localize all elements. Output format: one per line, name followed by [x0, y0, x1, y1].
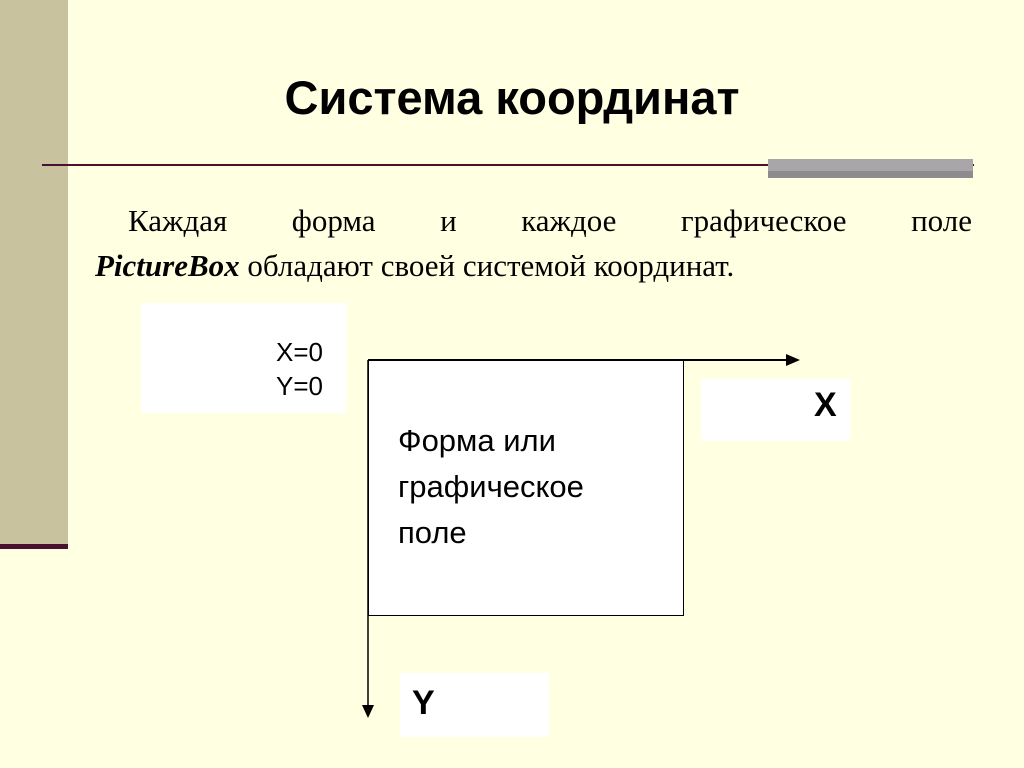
slide-title: Система координат — [284, 71, 740, 124]
x-axis-label: X — [814, 386, 837, 424]
origin-y-label: Y=0 — [276, 371, 323, 401]
form-label-line-3: поле — [398, 515, 467, 550]
form-label-line-2: графическое — [398, 469, 584, 504]
paragraph-line-2: обладают своей системой координат. — [239, 248, 735, 283]
y-axis-arrowhead — [362, 705, 374, 718]
form-label-line-1: Форма или — [398, 423, 556, 458]
x-axis-arrowhead — [786, 354, 800, 366]
origin-x-label: X=0 — [276, 337, 323, 367]
paragraph-line-1: Каждая форма и каждое графическое поле — [128, 203, 972, 238]
paragraph-bold-term: PictureBox — [95, 248, 240, 283]
y-axis-label: Y — [412, 684, 435, 722]
